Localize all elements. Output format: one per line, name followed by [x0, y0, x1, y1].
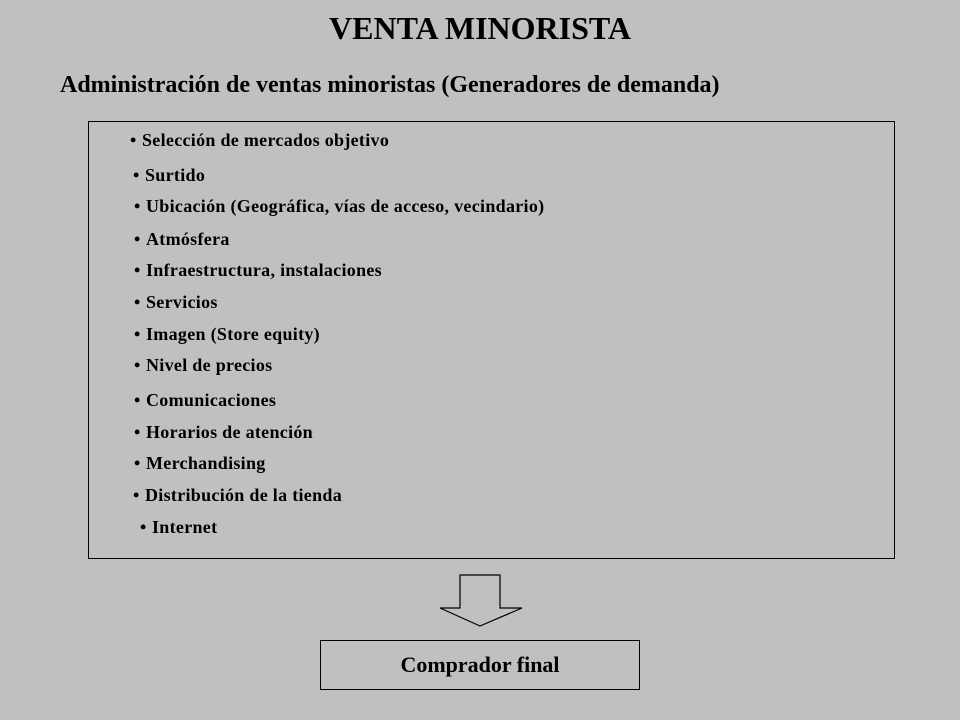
list-item-label: Ubicación (Geográfica, vías de acceso, vecindario)	[146, 196, 545, 216]
bullet-icon: •	[140, 517, 147, 537]
list-item-label: Atmósfera	[146, 229, 230, 249]
bullet-icon: •	[134, 196, 141, 216]
list-item	[134, 260, 382, 281]
list-item	[133, 165, 205, 186]
list-item	[140, 517, 217, 538]
list-item	[134, 422, 313, 443]
bullet-icon: •	[130, 130, 137, 150]
bullet-icon: •	[134, 260, 141, 280]
bullet-icon: •	[134, 292, 141, 312]
bullet-icon: •	[134, 422, 141, 442]
list-item	[134, 292, 218, 313]
list-item-label: Servicios	[146, 292, 218, 312]
list-item	[134, 324, 320, 345]
bullet-icon: •	[134, 355, 141, 375]
list-item-label: Selección de mercados objetivo	[142, 130, 390, 150]
list-item	[134, 390, 276, 411]
list-item-label: Internet	[152, 517, 218, 537]
list-item-label: Comunicaciones	[146, 390, 277, 410]
bullet-icon: •	[134, 453, 141, 473]
list-item-label: Infraestructura, instalaciones	[146, 260, 382, 280]
bullet-icon: •	[134, 390, 141, 410]
list-item	[134, 229, 230, 250]
bullet-icon: •	[133, 485, 140, 505]
list-item	[134, 453, 266, 474]
list-item-label: Horarios de atención	[146, 422, 313, 442]
list-item-label: Merchandising	[146, 453, 266, 473]
slide-title: VENTA MINORISTA	[329, 10, 631, 46]
list-item-label: Nivel de precios	[146, 355, 273, 375]
list-item	[134, 355, 272, 376]
list-item-label: Surtido	[145, 165, 206, 185]
bullet-icon: •	[134, 324, 141, 344]
list-item	[133, 485, 342, 506]
list-item-label: Imagen (Store equity)	[146, 324, 320, 344]
down-arrow-icon	[438, 574, 524, 628]
list-item-label: Distribución de la tienda	[145, 485, 343, 505]
final-buyer-box	[320, 640, 640, 690]
bullet-icon: •	[134, 229, 141, 249]
list-item	[134, 196, 544, 217]
list-item	[130, 130, 389, 151]
slide-subtitle: Administración de ventas minoristas (Generadores de demanda)	[60, 72, 720, 98]
bullet-icon: •	[133, 165, 140, 185]
final-buyer-label: Comprador final	[400, 652, 560, 677]
